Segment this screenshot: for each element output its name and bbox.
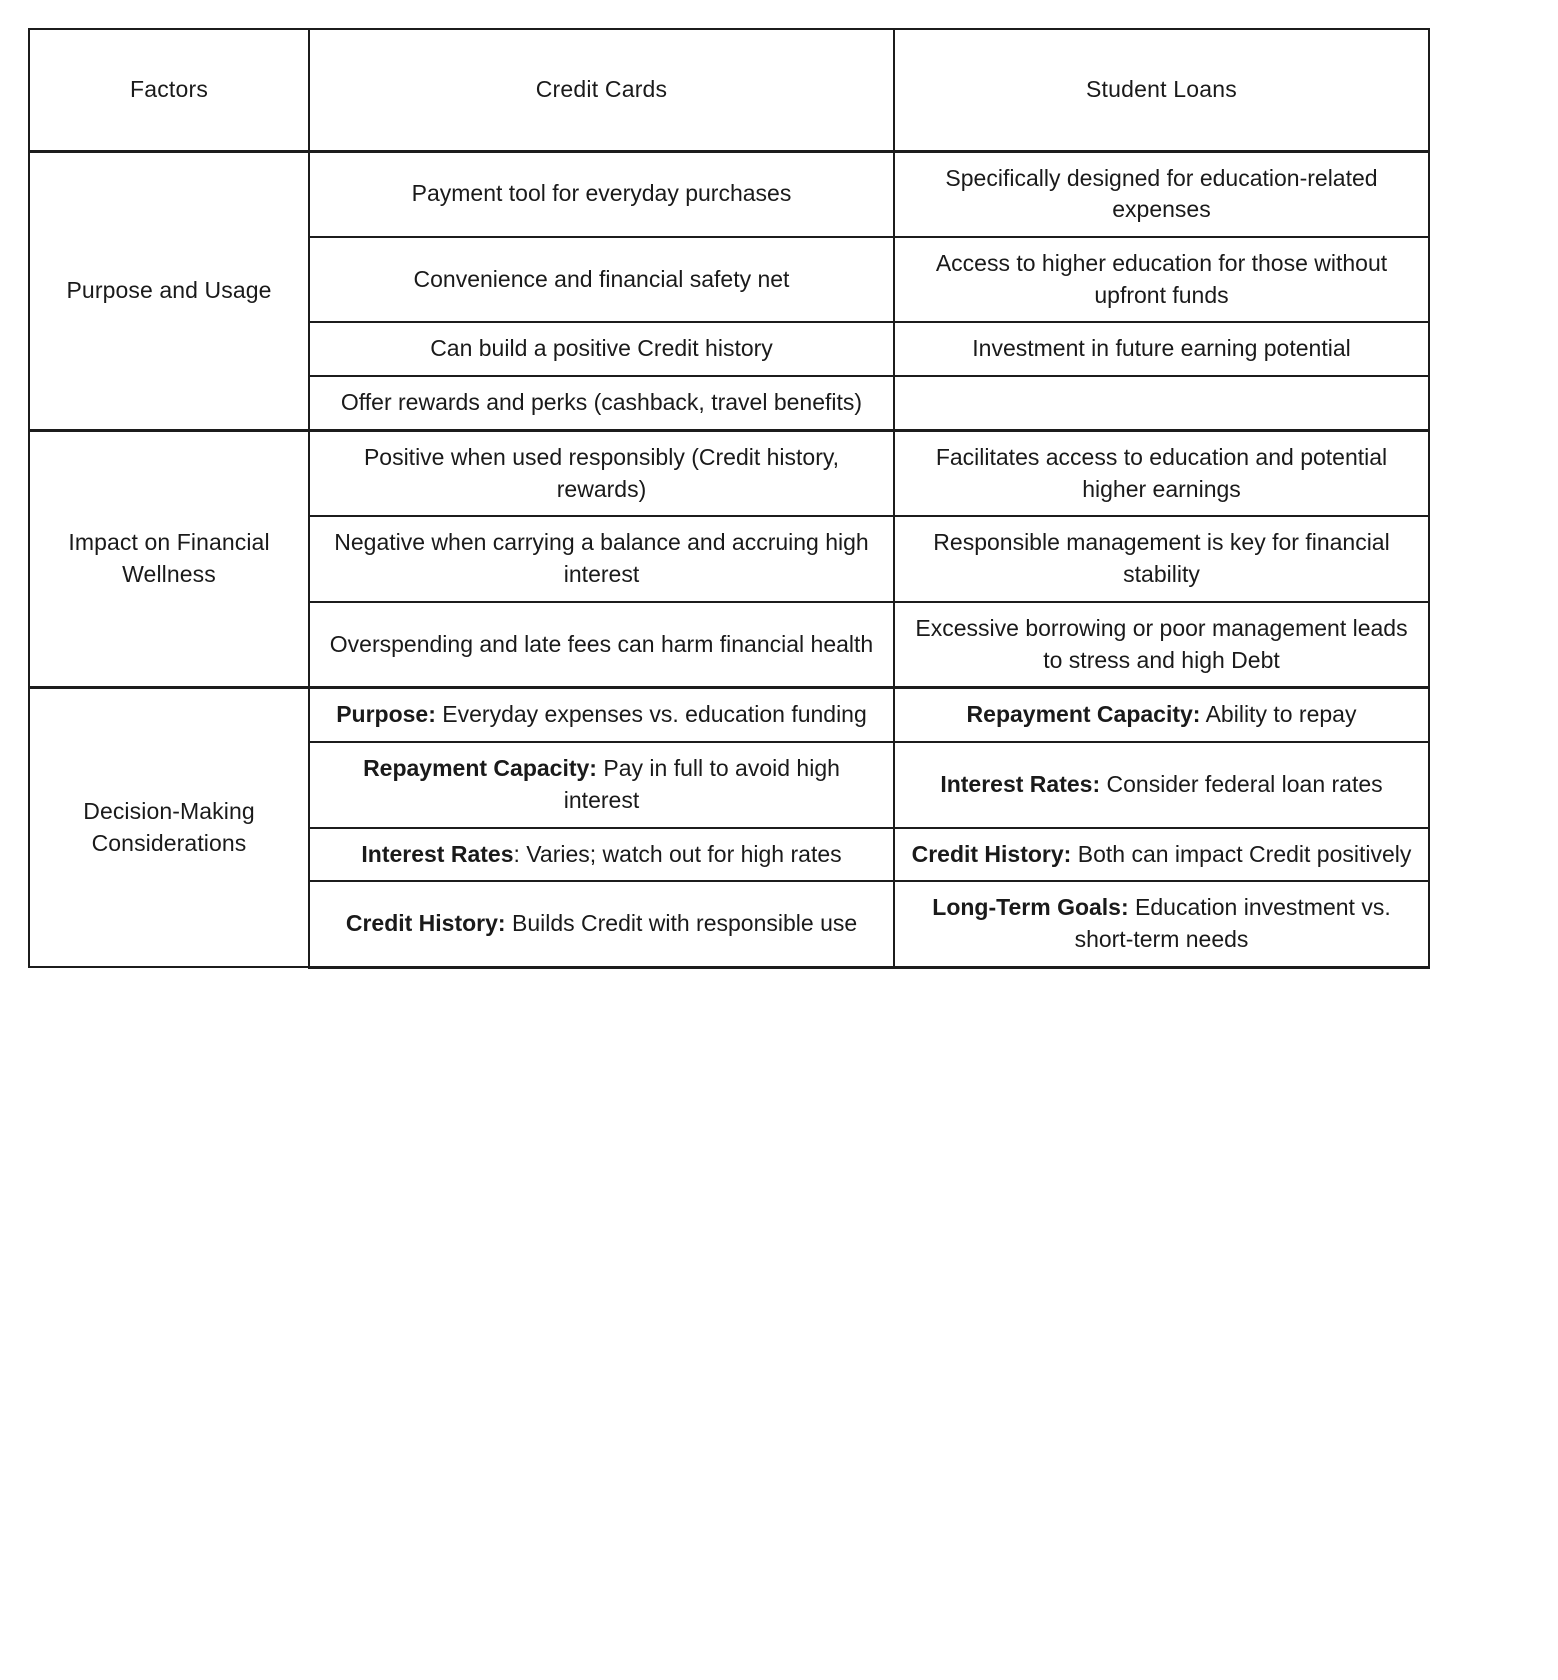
cell-body-text: Builds Credit with responsible use: [505, 910, 858, 937]
cell-credit-cards: Payment tool for everyday purchases: [309, 151, 894, 237]
cell-student-loans: [894, 742, 1429, 827]
cell-lead-label: Long-Term Goals:: [932, 894, 1129, 921]
cell-student-loans: [894, 828, 1429, 882]
table-row: [29, 688, 1429, 742]
factor-label-purpose-and-usage: Purpose and Usage: [29, 151, 309, 430]
cell-student-loans: Facilitates access to education and potential higher earnings: [894, 430, 1429, 516]
credit-cards-vs-student-loans-table: [28, 28, 1430, 969]
table-header: [29, 29, 1429, 151]
cell-lead-label: Interest Rates: [361, 840, 514, 867]
cell-credit-cards: [309, 688, 894, 742]
factor-label-decision-making-considerations: Decision-Making Considerations: [29, 688, 309, 967]
cell-student-loans-empty: [894, 376, 1429, 430]
cell-credit-cards: Convenience and financial safety net: [309, 237, 894, 322]
cell-student-loans: Responsible management is key for financial stability: [894, 516, 1429, 601]
column-header-credit-cards: Credit Cards: [309, 29, 894, 151]
cell-student-loans: Access to higher education for those without upfront funds: [894, 237, 1429, 322]
cell-student-loans: [894, 688, 1429, 742]
cell-student-loans: Excessive borrowing or poor management leads to stress and high Debt: [894, 602, 1429, 688]
cell-body-text: Both can impact Credit positively: [1071, 840, 1412, 867]
cell-credit-cards: Negative when carrying a balance and accruing high interest: [309, 516, 894, 601]
table-body: [29, 151, 1429, 967]
column-header-factors: Factors: [29, 29, 309, 151]
cell-student-loans: [894, 881, 1429, 967]
cell-student-loans: Specifically designed for education-related expenses: [894, 151, 1429, 237]
cell-credit-cards: [309, 828, 894, 882]
cell-lead-label: Purpose:: [336, 701, 436, 728]
cell-lead-label: Credit History:: [911, 840, 1072, 867]
cell-credit-cards: [309, 742, 894, 827]
cell-body-text: Education investment vs. short-term needs: [1074, 894, 1391, 952]
cell-lead-label: Interest Rates:: [940, 770, 1101, 797]
cell-body-text: Consider federal loan rates: [1100, 770, 1383, 797]
cell-credit-cards: Overspending and late fees can harm financial health: [309, 602, 894, 688]
cell-lead-label: Repayment Capacity:: [966, 701, 1201, 728]
factor-label-impact-on-financial-wellness: Impact on Financial Wellness: [29, 430, 309, 687]
cell-credit-cards: [309, 881, 894, 967]
table-row: [29, 430, 1429, 516]
column-header-student-loans: Student Loans: [894, 29, 1429, 151]
cell-body-text: Everyday expenses vs. education funding: [435, 701, 867, 728]
cell-credit-cards: Offer rewards and perks (cashback, travel benefits): [309, 376, 894, 430]
table-row: [29, 151, 1429, 237]
cell-body-text: Pay in full to avoid high interest: [563, 755, 840, 813]
header-row: [29, 29, 1429, 151]
cell-body-text: Ability to repay: [1200, 701, 1357, 728]
cell-credit-cards: Can build a positive Credit history: [309, 322, 894, 376]
cell-lead-label: Credit History:: [345, 910, 506, 937]
cell-body-text: : Varies; watch out for high rates: [513, 840, 842, 867]
cell-student-loans: Investment in future earning potential: [894, 322, 1429, 376]
cell-credit-cards: Positive when used responsibly (Credit history, rewards): [309, 430, 894, 516]
cell-lead-label: Repayment Capacity:: [363, 755, 597, 782]
